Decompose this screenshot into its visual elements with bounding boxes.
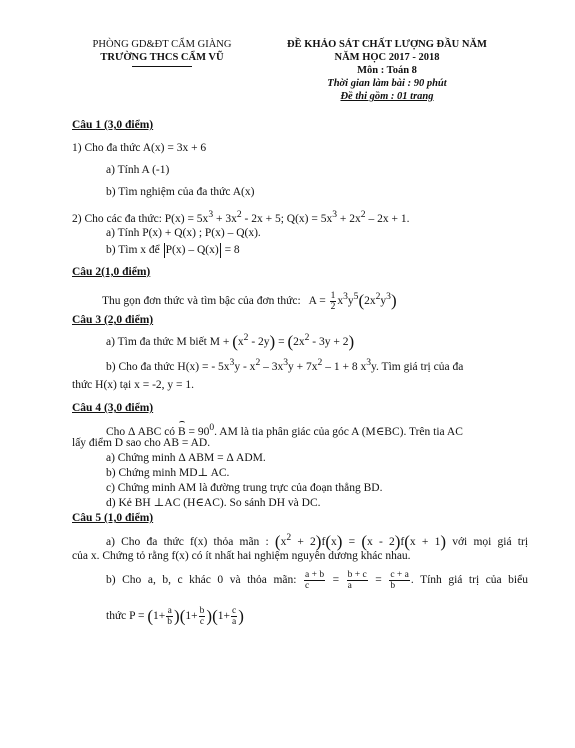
q3-part-a: a) Tìm đa thức M biết $M + (x^2 - 2y) = (2x^2 - 3y + 2)$ <box>106 332 355 352</box>
header-rule <box>132 66 192 67</box>
q1-part2b: b) Tìm x để P(x) – Q(x) = 8 <box>106 244 240 257</box>
header-left <box>62 38 262 67</box>
q5-title: Câu 5 (1,0 điểm) <box>72 512 154 524</box>
q4-part-a: a) Chứng minh Δ ABM = Δ ADM. <box>106 452 266 464</box>
school-year: NĂM HỌC 2017 - 2018 <box>334 52 440 63</box>
q1-title: Câu 1 (3,0 điểm) <box>72 119 154 131</box>
q3-part-b: b) Cho đa thức H(x) = - $5x^3y - x^2 - 3x^3y + 7x^2 - 1 + 8$ $x^3y$. Tìm giá trị của đa <box>106 357 464 373</box>
q2-title: Câu 2(1,0 điểm) <box>72 266 151 278</box>
q5-part-b: b) Cho a, b, c khác 0 và thỏa mãn: $\frac{a + b}{c}$ = $\frac{b + c}{a}$ = $\frac{c + a}{b}$ . Tính giá trị của biểu <box>106 570 528 591</box>
q1-part1a: a) Tính A (-1) <box>106 164 170 176</box>
q4-title: Câu 4 (3,0 điểm) <box>72 402 154 414</box>
q5-part-b-cont: thức P = (1+ $\frac{a}{b}$ )(1+ $\frac{b}{c}$ )(1+ $\frac{c}{a}$ ) <box>106 606 244 627</box>
duration: Thời gian làm bài : 90 phút <box>327 78 447 89</box>
department-name: PHÒNG GD&ĐT CẨM GIÀNG <box>92 39 232 50</box>
q4-part-b: b) Chứng minh MD⊥ AC. <box>106 467 230 479</box>
q3-part-b-cont: thức H(x) tại x = -2, y = 1. <box>72 379 195 391</box>
school-name: TRƯỜNG THCS CẨM VŨ <box>100 52 224 63</box>
header-right <box>262 38 512 103</box>
q4-part-d: d) Kẻ BH ⊥AC (H∈AC). So sánh DH và DC. <box>106 497 321 509</box>
subject: Môn : Toán 8 <box>357 65 417 76</box>
q1-part1b: b) Tìm nghiệm của đa thức A(x) <box>106 186 255 198</box>
q4-part-c: c) Chứng minh AM là đường trung trực của đoạn thẳng BD. <box>106 482 383 494</box>
q5-part-a-cont: của x. Chứng tỏ rằng f(x) có ít nhất hai nghiệm nguyên dương khác nhau. <box>72 550 411 562</box>
q4-line2: lấy điểm D sao cho AB = AD. <box>72 437 211 449</box>
exam-title: ĐỀ KHẢO SÁT CHẤT LƯỢNG ĐẦU NĂM <box>287 39 487 50</box>
q1-part1: 1) Cho đa thức A(x) = 3x + 6 <box>72 142 207 154</box>
q2-text: Thu gọn đơn thức và tìm bậc của đơn thức: A = $\frac{1}{2}$ $x^3y^5(2x^2y^3)$ <box>102 290 397 312</box>
page-count: Đề thi gồm : 01 trang <box>340 91 434 102</box>
q5-part-a: a) Cho đa thức f(x) thỏa mãn : $(x^2 + 2)f(x) = (x - 2)f(x + 1)$ với mọi giá trị <box>106 532 529 552</box>
q1-part2-intro: 2) Cho các đa thức: $P(x) = 5x^3 + 3x^2 - 2x + 5$; $Q(x) = 5x^3 + 2x^2 - 2x + 1$. <box>72 209 410 225</box>
q4-intro: Cho Δ ABC có $B = 90^0$. AM là tia phân giác của góc A (M∈BC). Trên tia AC <box>106 422 463 438</box>
q3-title: Câu 3 (2,0 điểm) <box>72 314 154 326</box>
q1-part2a: a) Tính P(x) + Q(x) ; P(x) – Q(x). <box>106 227 261 239</box>
